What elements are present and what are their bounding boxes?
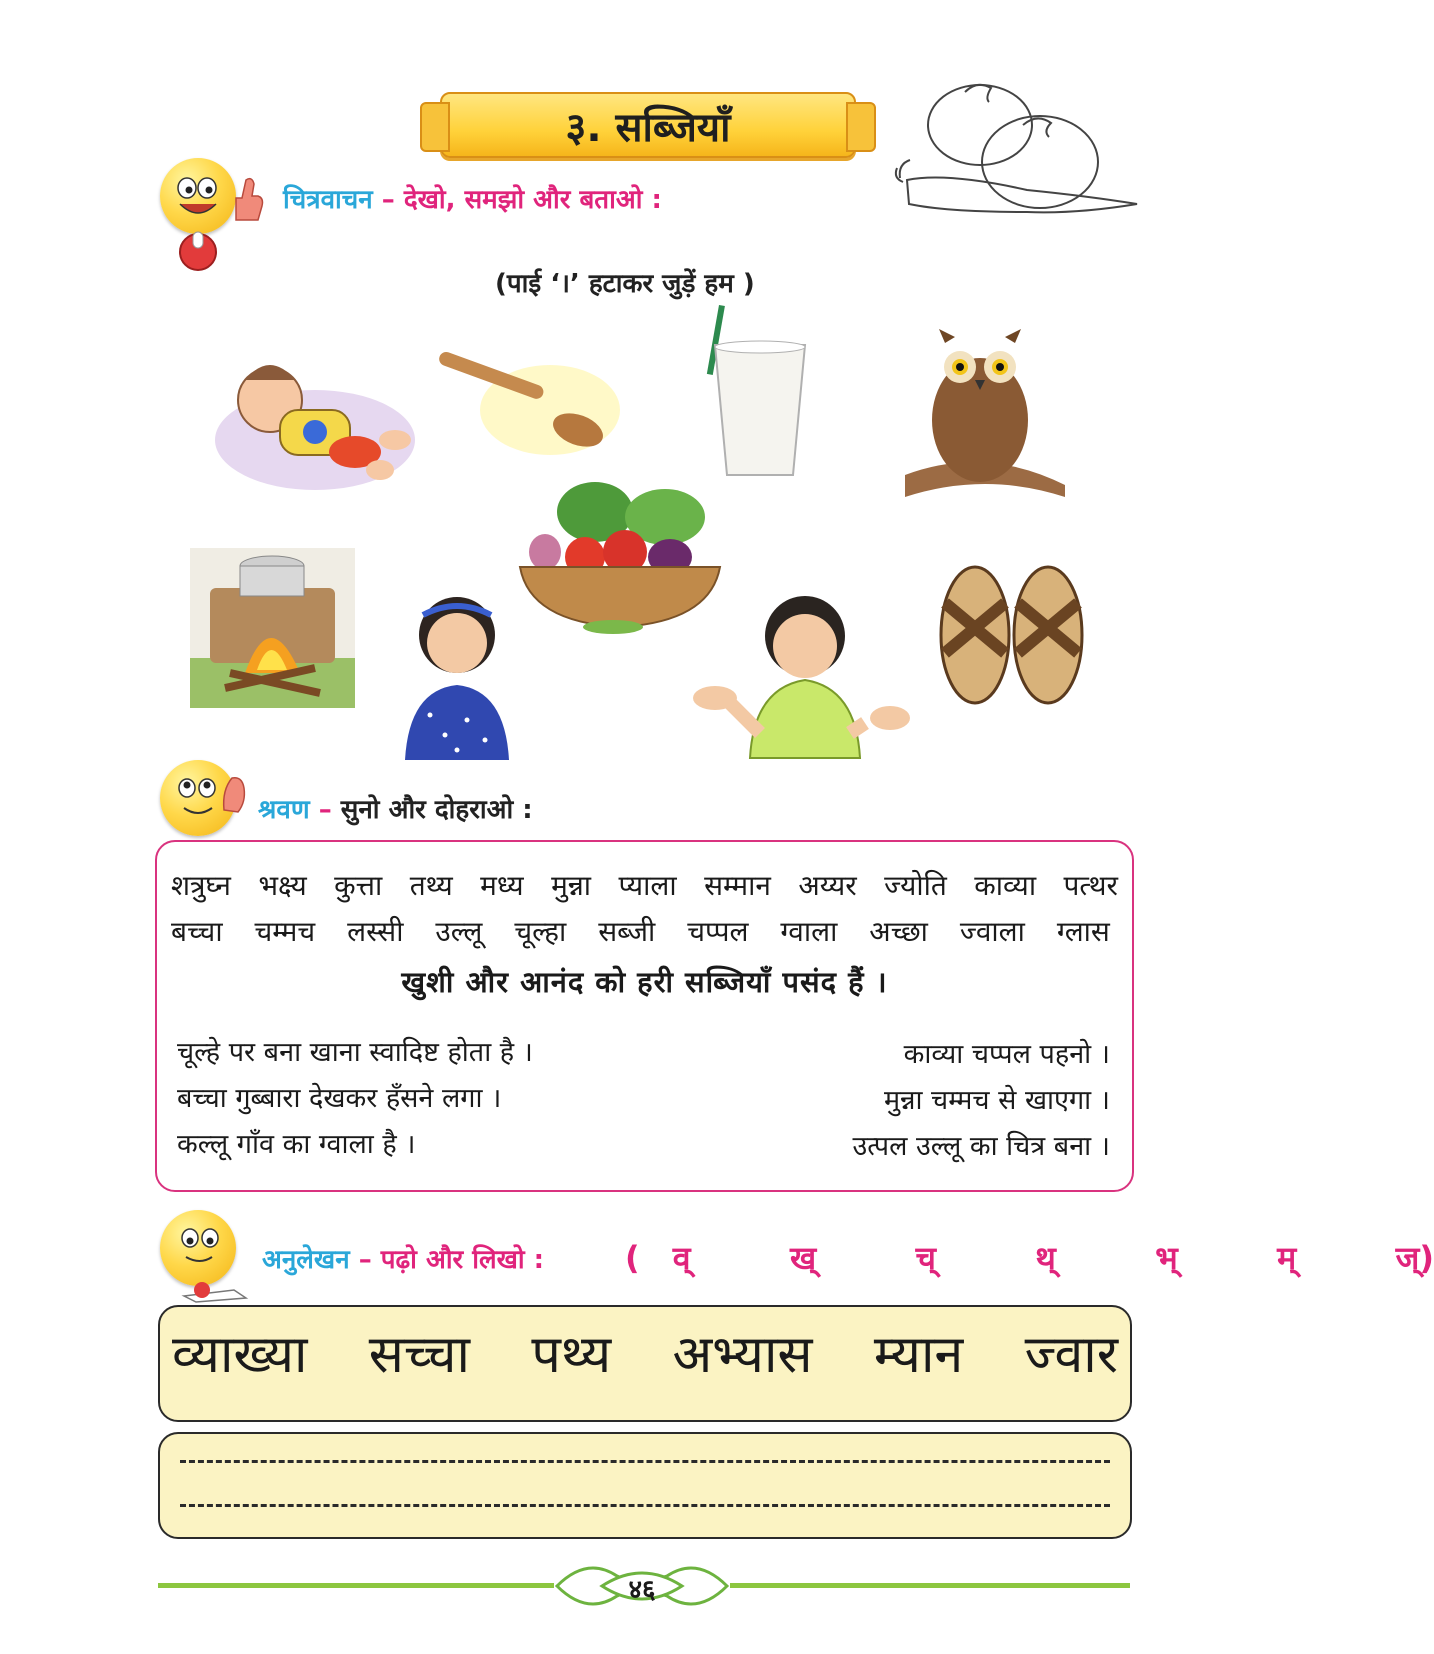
- word: भक्ष्य: [258, 869, 307, 902]
- word: चूल्हा: [514, 915, 567, 948]
- sentence-right-1: काव्या चप्पल पहनो ।: [903, 1039, 1110, 1070]
- chapter-title-banner: [440, 92, 856, 158]
- heading-dash: –: [318, 795, 332, 825]
- copy-word: सच्चा: [368, 1325, 471, 1385]
- thumbs-up-smiley-icon: [160, 158, 236, 234]
- word: सम्मान: [704, 869, 771, 902]
- sentence-right-2: मुन्ना चम्मच से खाएगा ।: [883, 1085, 1110, 1116]
- word: अच्छा: [869, 915, 928, 948]
- chulha-icon: [190, 548, 355, 708]
- word: ग्वाला: [780, 915, 838, 948]
- picture-reading-instruction: देखो, समझो और बताओ :: [403, 185, 662, 215]
- banner-left-ribbon: [420, 102, 450, 152]
- word: ग्लास: [1056, 915, 1110, 948]
- word: ज्वाला: [959, 915, 1025, 948]
- footer-line-right: [730, 1583, 1130, 1588]
- banner-right-ribbon: [846, 102, 876, 152]
- heading-dash: –: [358, 1245, 372, 1275]
- word: ज्योति: [884, 869, 947, 902]
- copy-words-row: [172, 1317, 1118, 1388]
- word: सब्जी: [598, 915, 656, 948]
- page-number-ornament: [552, 1556, 732, 1616]
- copy-words-box: [158, 1305, 1132, 1422]
- page-number: ४६: [628, 1575, 656, 1605]
- listening-heading: [258, 790, 533, 826]
- microphone-icon: [168, 228, 228, 278]
- chappal-icon: [930, 563, 1095, 708]
- lassi-glass-icon: [705, 305, 815, 480]
- word: काव्या: [974, 869, 1037, 902]
- picture-reading-subtitle: (पाई ‘।’ हटाकर जुड़ें हम ): [495, 269, 755, 299]
- word: मुन्ना: [551, 869, 592, 902]
- word: शत्रुघ्न: [171, 869, 231, 902]
- word: बच्चा: [171, 915, 223, 948]
- footer-line-left: [158, 1583, 554, 1588]
- word: पत्थर: [1063, 869, 1118, 902]
- listening-instruction: सुनो और दोहराओ :: [340, 795, 533, 825]
- word: चप्पल: [687, 915, 749, 948]
- heading-dash: –: [381, 185, 395, 215]
- wooden-spoon-icon: [440, 340, 615, 465]
- copy-word: म्यान: [873, 1325, 964, 1385]
- tomatoes-carrot-sketch-icon: [895, 70, 1145, 245]
- copy-word: ज्वार: [1024, 1325, 1118, 1385]
- copy-writing-instruction: पढ़ो और लिखो :: [380, 1245, 545, 1275]
- word-row-1: [171, 866, 1118, 904]
- word: प्याला: [618, 869, 677, 902]
- sentence-left-2: बच्चा गुब्बारा देखकर हँसने लगा ।: [177, 1083, 502, 1114]
- word: अय्यर: [798, 869, 857, 902]
- word: चम्मच: [254, 915, 316, 948]
- boy-icon: [690, 588, 910, 758]
- listening-label: श्रवण: [258, 795, 310, 825]
- sentence-right-3: उत्पल उल्लू का चित्र बना ।: [852, 1131, 1110, 1162]
- sentence-left-1: चूल्हे पर बना खाना स्वादिष्ट होता है ।: [177, 1037, 533, 1068]
- word: मध्य: [480, 869, 524, 902]
- sentence-left-3: कल्लू गाँव का ग्वाला है ।: [177, 1129, 416, 1160]
- main-sentence: खुशी और आनंद को हरी सब्जियाँ पसंद हैं ।: [401, 965, 888, 999]
- owl-icon: [905, 325, 1070, 500]
- copy-writing-label: अनुलेखन: [262, 1245, 350, 1275]
- chapter-title: ३. सब्जियाँ: [565, 104, 731, 151]
- hand-to-ear-icon: [220, 774, 246, 814]
- copy-writing-heading: [262, 1240, 544, 1276]
- reading-practice-box: [155, 840, 1134, 1192]
- copy-word: अभ्यास: [672, 1325, 813, 1385]
- word-row-2: [171, 912, 1110, 950]
- half-letters-list: ( व् ख् च् थ् भ् म् ज्): [625, 1239, 1434, 1277]
- copy-word: पथ्य: [531, 1325, 612, 1385]
- word: उल्लू: [435, 915, 483, 948]
- writing-guide-line-2: [180, 1504, 1110, 1507]
- handwriting-practice-box[interactable]: [158, 1432, 1132, 1539]
- girl-icon: [395, 585, 520, 760]
- word: लस्सी: [347, 915, 404, 948]
- picture-reading-label: चित्रवाचन: [283, 185, 373, 215]
- picture-reading-heading: [283, 180, 662, 216]
- thumbs-up-hand-icon: [226, 170, 262, 222]
- writing-guide-line-1: [180, 1460, 1110, 1463]
- word: कुत्ता: [334, 869, 383, 902]
- baby-icon: [210, 340, 420, 500]
- writing-pad-icon: [180, 1270, 250, 1302]
- word: तथ्य: [409, 869, 453, 902]
- copy-word: व्याख्या: [172, 1325, 308, 1385]
